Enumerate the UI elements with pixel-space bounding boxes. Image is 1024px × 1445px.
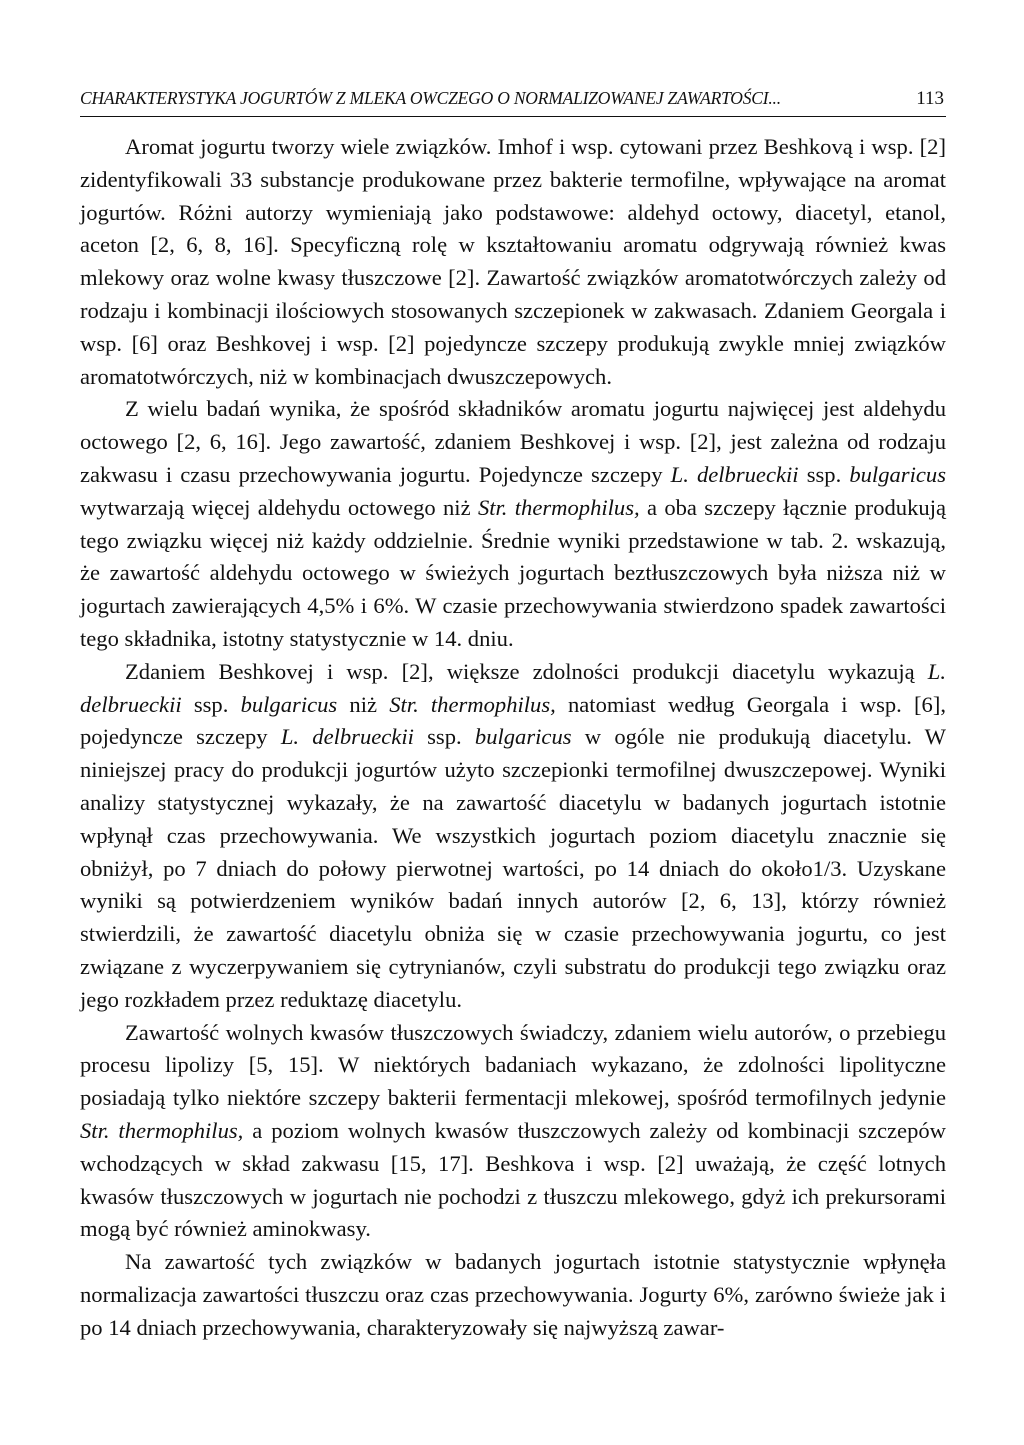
- running-title: CHARAKTERYSTYKA JOGURTÓW Z MLEKA OWCZEGO O NORMALIZOWANEJ ZAWARTOŚCI...: [80, 88, 781, 108]
- document-page: [80, 88, 946, 1344]
- text-run: wytwarzają więcej aldehydu octowego niż: [80, 494, 478, 520]
- italic-term: bulgaricus: [849, 461, 946, 487]
- italic-term: L. delbrueckii: [80, 658, 946, 717]
- italic-term: L. delbrueckii: [670, 461, 799, 487]
- text-run: ssp.: [181, 691, 241, 717]
- text-run: a poziom wolnych kwasów tłuszczowych zależy od kombinacji szczepów wchodzących w skład zakwasu [15, 17]. Beshkova i wsp. [2] uważają, że część lotnych kwasów tłuszczowych w jogurtach nie pochodzi z tłuszczu mlekowego, gdyż ich prekursorami mogą być również aminokwasy.: [80, 1117, 946, 1242]
- paragraph-fat-normalization: [80, 1246, 946, 1344]
- text-run: a oba szczepy łącznie produkują tego związku więcej niż każdy oddzielnie. Średnie wyniki przedstawione w tab. 2. wskazują, że zawartość aldehydu octowego w świeżych jogurtach beztłuszczowych była niższa niż w jogurtach zawierających 4,5% i 6%. W czasie przechowywania stwierdzono spadek zawartości tego składnika, istotny statystycznie w 14. dniu.: [80, 494, 946, 651]
- italic-term: L. delbrueckii: [280, 724, 414, 750]
- italic-term: bulgaricus: [240, 691, 338, 717]
- body-text: [80, 131, 946, 1344]
- text-run: Na zawartość tych związków w badanych jogurtach istotnie statystycznie wpłynęła normalizacja zawartości tłuszczu oraz czas przechowywania. Jogurty 6%, zarówno świeże jak i po 14 dniach przechowywania, charakteryzowały się najwyższą zawar-: [80, 1249, 946, 1340]
- paragraph-free-fatty-acids: [80, 1017, 946, 1247]
- text-run: Zawartość wolnych kwasów tłuszczowych świadczy, zdaniem wielu autorów, o przebiegu procesu lipolizy [5, 15]. W niektórych badaniach wykazano, że zdolności lipolityczne posiadają tylko niektóre szczepy bakterii fermentacji mlekowej, spośród termofilnych jedynie: [80, 1019, 946, 1111]
- italic-term: Str. thermophilus,: [389, 691, 556, 717]
- paragraph-acetaldehyde: [80, 393, 946, 655]
- text-run: ssp.: [798, 461, 850, 487]
- paragraph-diacetyl: [80, 656, 946, 1017]
- italic-term: Str. thermophilus,: [477, 494, 640, 520]
- page-number: 113: [916, 88, 944, 109]
- italic-term: Str. thermophilus,: [80, 1117, 244, 1143]
- text-run: ssp.: [413, 724, 475, 750]
- paragraph-aroma-compounds: [80, 131, 946, 393]
- text-run: Z wielu badań wynika, że spośród składników aromatu jogurtu najwięcej jest aldehydu octowego [2, 6, 16]. Jego zawartość, zdaniem Beshkovej i wsp. [2], jest zależna od rodzaju zakwasu i czasu przechowywania jogurtu. Pojedyncze szczepy: [80, 396, 946, 487]
- text-run: Aromat jogurtu tworzy wiele związków. Imhof i wsp. cytowani przez Beshkovą i wsp. [2] zidentyfikowali 33 substancje produkowane przez bakterie termofilne, wpływające na aromat jogurtów. Różni autorzy wymieniają jako podstawowe: aldehyd octowy, diacetyl, etanol, aceton [2, 6, 8, 16]. Specyficzną rolę w kształtowaniu aromatu odgrywają również kwas mlekowy oraz wolne kwasy tłuszczowe [2]. Zawartość związków aromatotwórczych zależy od rodzaju i kombinacji ilościowych stosowanych szczepionek w zakwasach. Zdaniem Georgala i wsp. [6] oraz Beshkovej i wsp. [2] pojedyncze szczepy produkują zwykle mniej związków aromatotwórczych, niż w kombinacjach dwuszczepowych.: [80, 134, 946, 389]
- text-run: Zdaniem Beshkovej i wsp. [2], większe zdolności produkcji diacetylu wykazują: [125, 658, 928, 684]
- italic-term: bulgaricus: [474, 724, 572, 750]
- running-header: [80, 88, 946, 117]
- text-run: natomiast według Georgala i wsp. [6], pojedyncze szczepy: [80, 691, 946, 750]
- text-run: niż: [337, 691, 390, 717]
- text-run: w ogóle nie produkują diacetylu. W niniejszej pracy do produkcji jogurtów użyto szczepionki termofilnej dwuszczepowej. Wyniki analizy statystycznej wykazały, że na zawartość diacetylu w badanych jogurtach istotnie wpłynął czas przechowywania. We wszystkich jogurtach poziom diacetylu znacznie się obniżył, po 7 dniach do połowy pierwotnej wartości, po 14 dniach do około1/3. Uzyskane wyniki są potwierdzeniem wyników badań innych autorów [2, 6, 13], którzy również stwierdzili, że zawartość diacetylu obniża się w czasie przechowywania jogurtu, co jest związane z wyczerpywaniem się cytrynianów, czyli substratu do produkcji tego związku oraz jego rozkładem przez reduktazę diacetylu.: [80, 724, 946, 1012]
